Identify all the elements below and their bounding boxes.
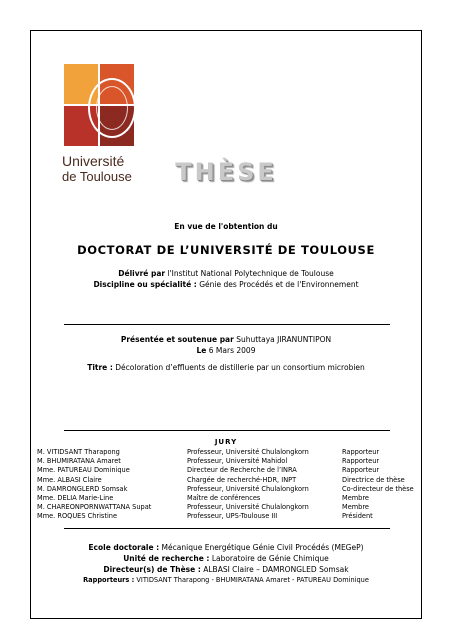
jury-position: Professeur, Université Chulalongkorn xyxy=(187,484,309,493)
obtention-text: En vue de l'obtention du xyxy=(174,222,278,231)
jury-position: Professeur, Université Chulalongkorn xyxy=(187,503,309,512)
logo-color-squares xyxy=(64,64,136,148)
jury-row xyxy=(37,503,417,512)
discipline-label: Discipline ou spécialité : xyxy=(93,280,197,289)
divider-3 xyxy=(64,528,390,529)
rapporteurs-value: VITIDSANT Tharapong - BHUMIRATANA Amaret - PATUREAU Dominique xyxy=(136,576,369,584)
jury-name: M. CHAREONPORNWATTANA Supat xyxy=(37,503,152,512)
ecole-label: Ecole doctorale : xyxy=(88,543,160,552)
ecole-value: Mécanique Energétique Génie Civil Procédés (MEGeP) xyxy=(161,543,364,552)
jury-position: Chargée de recherché-HDR, INPT xyxy=(187,475,297,484)
unite-value: Laboratoire de Génie Chimique xyxy=(211,554,329,563)
university-name-line2: de Toulouse xyxy=(62,169,132,184)
delivre-value: l'Institut National Polytechnique de Toulouse xyxy=(167,269,334,278)
jury-role: Directrice de thèse xyxy=(342,475,405,484)
jury-role: Membre xyxy=(342,494,369,503)
presentee-label: Présentée et soutenue par xyxy=(120,335,234,344)
jury-role: Rapporteur xyxy=(342,448,380,456)
jury-row xyxy=(37,466,417,475)
directeurs-line xyxy=(0,565,452,574)
unite-line xyxy=(0,554,452,563)
jury-row xyxy=(37,494,417,503)
rapporteurs-line xyxy=(0,576,452,584)
jury-name: M. VITIDSANT Tharapong xyxy=(37,448,120,456)
jury-name: M. BHUMIRATANA Amaret xyxy=(37,457,121,466)
university-name-line1: Université xyxy=(62,153,125,169)
presentee-line xyxy=(0,335,452,344)
jury-row xyxy=(37,448,417,457)
divider-2 xyxy=(64,430,390,431)
jury-name: Mme. ROQUES Christine xyxy=(37,512,118,521)
jury-position: Professeur, Université Mahidol xyxy=(187,457,288,466)
jury-name: Mme. DELIA Marie-Line xyxy=(37,494,114,503)
jury-heading: JURY xyxy=(214,438,238,446)
delivre-label: Délivré par xyxy=(118,269,166,278)
titre-value: Décoloration d’effluents de distillerie par un consortium microbien xyxy=(115,363,365,372)
jury-position: Directeur de Recherche de l’INRA xyxy=(187,466,297,475)
date-label: Le xyxy=(196,346,207,355)
jury-position: Professeur, UPS-Toulouse III xyxy=(187,512,278,521)
directeurs-label: Directeur(s) de Thèse : xyxy=(103,565,201,574)
discipline-line xyxy=(0,280,452,289)
jury-role: Président xyxy=(342,512,373,521)
rapporteurs-label: Rapporteurs : xyxy=(83,576,135,584)
jury-row xyxy=(37,485,417,494)
jury-role: Co-directeur de thèse xyxy=(342,484,414,493)
jury-position: Professeur, Université Chulalongkorn xyxy=(187,448,309,456)
divider-1 xyxy=(64,324,390,325)
jury-row xyxy=(37,512,417,521)
jury-role: Rapporteur xyxy=(342,457,380,466)
unite-label: Unité de recherche : xyxy=(123,554,210,563)
ecole-line xyxy=(0,543,452,552)
directeurs-value: ALBASI Claire – DAMRONGLED Somsak xyxy=(203,565,349,574)
doctorat-heading: DOCTORAT DE L’UNIVERSITÉ DE TOULOUSE xyxy=(77,243,375,257)
jury-name: M. DAMRONGLERD Somsak xyxy=(37,484,128,493)
jury-role: Rapporteur xyxy=(342,466,380,475)
date-line xyxy=(0,346,452,355)
jury-name: Mme. ALBASI Claire xyxy=(37,475,102,484)
jury-table xyxy=(37,448,417,522)
jury-position: Maître de conférences xyxy=(187,494,261,503)
seal-icon xyxy=(88,78,136,138)
jury-role: Membre xyxy=(342,503,369,512)
jury-row xyxy=(37,476,417,485)
titre-label: Titre : xyxy=(87,363,113,372)
delivre-line xyxy=(0,269,452,278)
date-value: 6 Mars 2009 xyxy=(208,346,256,355)
discipline-value: Génie des Procédés et de l'Environnement xyxy=(199,280,359,289)
jury-row xyxy=(37,457,417,466)
page-title: THÈSE xyxy=(175,158,277,186)
jury-name: Mme. PATUREAU Dominique xyxy=(37,466,130,475)
titre-line xyxy=(0,363,452,372)
presentee-value: Suhuttaya JIRANUNTIPON xyxy=(236,335,332,344)
